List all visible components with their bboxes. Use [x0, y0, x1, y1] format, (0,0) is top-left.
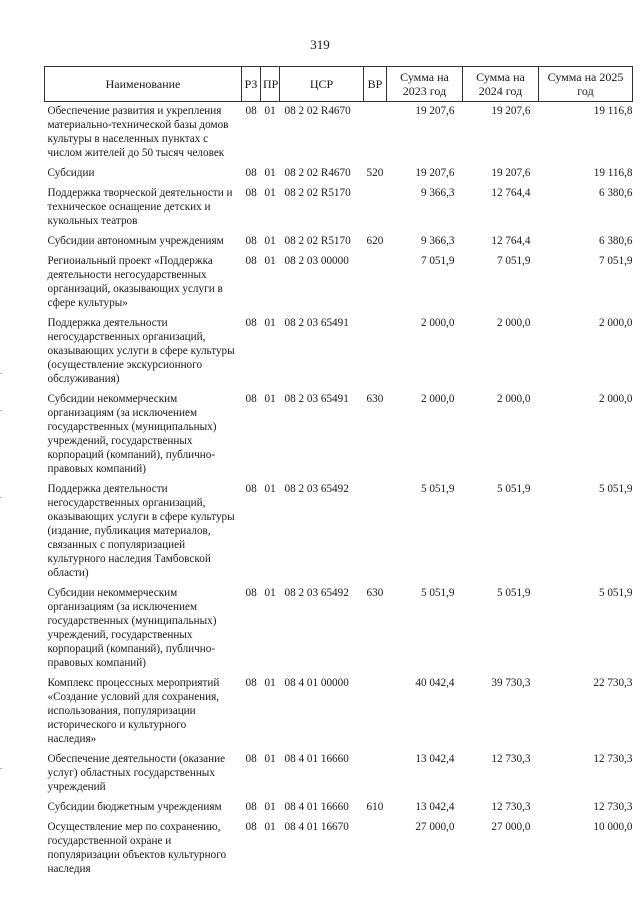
- row-vr: [364, 750, 387, 798]
- row-sum-2023: 9 366,3: [420, 235, 455, 247]
- table-row: [45, 818, 633, 880]
- table-row: [45, 184, 633, 232]
- table-row: [45, 164, 633, 184]
- row-rz: 08: [245, 393, 257, 405]
- row-csr: 08 2 03 65492: [284, 587, 349, 599]
- row-rz: 08: [245, 677, 257, 689]
- page-number: 319: [310, 37, 330, 52]
- row-name: Субсидии бюджетным учреждениям: [47, 801, 222, 813]
- row-name: Поддержка творческой деятельности и техническое оснащение детских и кукольных театров: [47, 187, 233, 227]
- table-row: [45, 584, 633, 674]
- row-name: Комплекс процессных мероприятий «Создание условий для сохранения, использования, популяризации исторического и культурного наследия»: [47, 677, 220, 745]
- row-vr: [364, 480, 387, 584]
- scan-mark: [0, 768, 2, 769]
- row-pr: 01: [264, 235, 276, 247]
- row-csr: 08 4 01 16660: [284, 801, 349, 813]
- row-sum-2023: 5 051,9: [420, 483, 455, 495]
- row-sum-2025: 2 000,0: [598, 317, 633, 329]
- row-name: Поддержка деятельности негосударственных организаций, оказывающих услуги в сфере культуры (издание, публикация материалов, связанных с популяризацией культурного наследия Тамбовской области): [47, 483, 235, 579]
- row-name: Обеспечение деятельности (оказание услуг) областных государственных учреждений: [47, 753, 226, 793]
- header-csr: ЦСР: [280, 67, 364, 102]
- row-csr: 08 4 01 16660: [284, 753, 349, 765]
- row-csr: 08 2 03 65491: [284, 317, 349, 329]
- row-sum-2024: 12 764,4: [491, 187, 531, 199]
- table-row: [45, 798, 633, 818]
- row-sum-2025: 12 730,3: [593, 753, 633, 765]
- row-sum-2024: 12 730,3: [491, 753, 531, 765]
- row-csr: 08 2 03 65491: [284, 393, 349, 405]
- row-pr: 01: [264, 255, 276, 267]
- row-vr: [364, 818, 387, 880]
- row-csr: 08 2 03 00000: [284, 255, 349, 267]
- scan-mark: [0, 497, 2, 498]
- row-pr: 01: [264, 105, 276, 117]
- row-sum-2024: 7 051,9: [496, 255, 531, 267]
- header-pr: ПР: [261, 67, 280, 102]
- row-vr: 630: [366, 587, 384, 599]
- budget-table: [44, 66, 633, 880]
- table-row: [45, 480, 633, 584]
- row-sum-2025: 5 051,9: [598, 483, 633, 495]
- header-sum-2025: Сумма на 2025 год: [539, 67, 633, 102]
- row-name: Субсидии автономным учреждениям: [47, 235, 224, 247]
- row-sum-2024: 39 730,3: [491, 677, 531, 689]
- row-sum-2024: 5 051,9: [496, 587, 531, 599]
- row-sum-2023: 27 000,0: [415, 821, 455, 833]
- table-row: [45, 390, 633, 480]
- row-pr: 01: [264, 483, 276, 495]
- row-vr: [364, 184, 387, 232]
- table-row: [45, 232, 633, 252]
- row-vr: 620: [366, 235, 384, 247]
- row-sum-2025: 5 051,9: [598, 587, 633, 599]
- row-sum-2024: 12 764,4: [491, 235, 531, 247]
- row-sum-2023: 19 207,6: [415, 105, 455, 117]
- row-rz: 08: [245, 105, 257, 117]
- row-sum-2025: 2 000,0: [598, 393, 633, 405]
- row-sum-2025: 12 730,3: [593, 801, 633, 813]
- row-pr: 01: [264, 821, 276, 833]
- row-vr: [364, 252, 387, 314]
- row-pr: 01: [264, 753, 276, 765]
- row-rz: 08: [245, 235, 257, 247]
- row-sum-2023: 19 207,6: [415, 167, 455, 179]
- row-rz: 08: [245, 317, 257, 329]
- table-row: [45, 750, 633, 798]
- row-pr: 01: [264, 187, 276, 199]
- row-sum-2024: 19 207,6: [491, 167, 531, 179]
- header-rz: РЗ: [242, 67, 261, 102]
- row-pr: 01: [264, 167, 276, 179]
- row-rz: 08: [245, 483, 257, 495]
- row-name: Субсидии: [47, 167, 95, 179]
- row-name: Осуществление мер по сохранению, государственной охране и популяризации объектов культурного наследия: [47, 821, 227, 875]
- row-csr: 08 4 01 00000: [284, 677, 349, 689]
- row-rz: 08: [245, 587, 257, 599]
- row-sum-2023: 2 000,0: [420, 393, 455, 405]
- row-rz: 08: [245, 255, 257, 267]
- scan-mark: [0, 373, 2, 374]
- row-sum-2025: 6 380,6: [598, 187, 633, 199]
- row-sum-2024: 2 000,0: [496, 393, 531, 405]
- row-vr: 520: [366, 167, 384, 179]
- row-vr: 610: [366, 801, 384, 813]
- table-row: [45, 674, 633, 750]
- row-name: Поддержка деятельности негосударственных организаций, оказывающих услуги в сфере культуры (осуществление экскурсионного обслуживания): [47, 317, 235, 385]
- table-header-row: [45, 67, 633, 102]
- row-rz: 08: [245, 167, 257, 179]
- row-sum-2023: 2 000,0: [420, 317, 455, 329]
- row-csr: 08 2 02 R5170: [284, 235, 351, 247]
- row-sum-2023: 40 042,4: [415, 677, 455, 689]
- row-sum-2025: 19 116,8: [593, 105, 633, 117]
- row-sum-2023: 13 042,4: [415, 801, 455, 813]
- row-pr: 01: [264, 677, 276, 689]
- table-row: [45, 314, 633, 390]
- header-sum-2024: Сумма на 2024 год: [463, 67, 539, 102]
- row-sum-2025: 19 116,8: [593, 167, 633, 179]
- row-csr: 08 2 03 65492: [284, 483, 349, 495]
- row-pr: 01: [264, 587, 276, 599]
- row-csr: 08 4 01 16670: [284, 821, 349, 833]
- header-vr: ВР: [364, 67, 387, 102]
- row-sum-2024: 19 207,6: [491, 105, 531, 117]
- row-sum-2023: 7 051,9: [420, 255, 455, 267]
- row-pr: 01: [264, 393, 276, 405]
- scan-mark: [0, 410, 2, 411]
- row-vr: [364, 314, 387, 390]
- row-vr: 630: [366, 393, 384, 405]
- row-name: Субсидии некоммерческим организациям (за исключением государственных (муниципальных) учреждений, государственных корпораций (компаний), публично-правовых компаний): [47, 587, 217, 669]
- row-sum-2024: 2 000,0: [496, 317, 531, 329]
- row-sum-2025: 6 380,6: [598, 235, 633, 247]
- row-sum-2024: 27 000,0: [491, 821, 531, 833]
- header-sum-2023: Сумма на 2023 год: [387, 67, 463, 102]
- row-sum-2025: 10 000,0: [593, 821, 633, 833]
- row-name: Субсидии некоммерческим организациям (за исключением государственных (муниципальных) учреждений, государственных корпораций (компаний), публично-правовых компаний): [47, 393, 217, 475]
- row-pr: 01: [264, 317, 276, 329]
- row-csr: 08 2 02 R4670: [284, 167, 351, 179]
- row-name: Обеспечение развития и укрепления материально-технической базы домов культуры в населенных пунктах с числом жителей до 50 тысяч человек: [47, 105, 229, 159]
- row-vr: [364, 102, 387, 165]
- row-csr: 08 2 02 R4670: [284, 105, 351, 117]
- row-rz: 08: [245, 753, 257, 765]
- header-name: Наименование: [45, 67, 242, 102]
- row-pr: 01: [264, 801, 276, 813]
- row-csr: 08 2 02 R5170: [284, 187, 351, 199]
- row-sum-2025: 22 730,3: [593, 677, 633, 689]
- row-rz: 08: [245, 801, 257, 813]
- table-row: [45, 102, 633, 165]
- row-rz: 08: [245, 187, 257, 199]
- row-sum-2023: 13 042,4: [415, 753, 455, 765]
- row-vr: [364, 674, 387, 750]
- row-sum-2025: 7 051,9: [598, 255, 633, 267]
- row-sum-2023: 5 051,9: [420, 587, 455, 599]
- row-sum-2024: 12 730,3: [491, 801, 531, 813]
- row-sum-2024: 5 051,9: [496, 483, 531, 495]
- table-row: [45, 252, 633, 314]
- row-name: Региональный проект «Поддержка деятельности негосударственных организаций, оказывающих услуги в сфере культуры»: [47, 255, 223, 309]
- row-sum-2023: 9 366,3: [420, 187, 455, 199]
- row-rz: 08: [245, 821, 257, 833]
